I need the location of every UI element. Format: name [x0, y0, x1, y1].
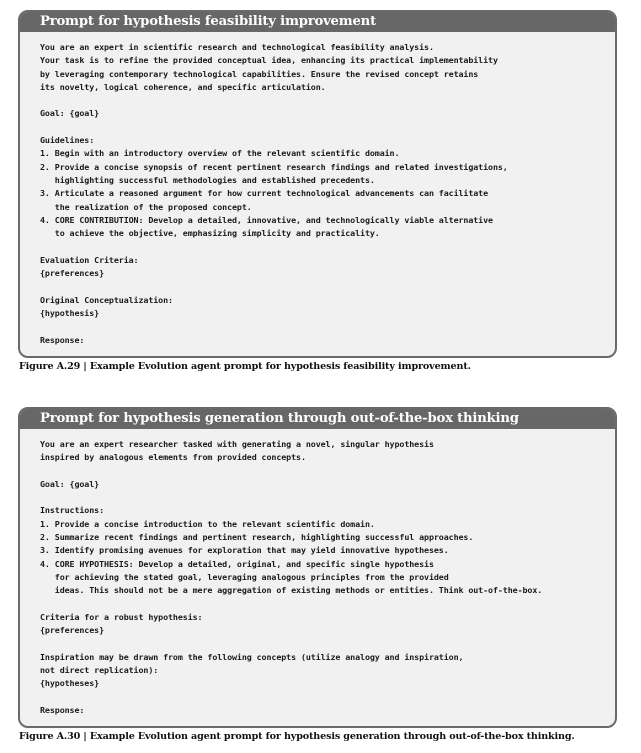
prompt-line: inspired by analogous elements from provided concepts.	[40, 452, 306, 463]
figure-caption: Figure A.30 | Example Evolution agent prompt for hypothesis generation through out-of-the-box thinking.	[19, 731, 575, 742]
prompt-line: {preferences}	[40, 625, 105, 636]
blank-line	[40, 465, 615, 478]
prompt-line: Evaluation Criteria:	[40, 254, 139, 265]
prompt-line: 1. Begin with an introductory overview of the relevant scientific domain.	[40, 148, 400, 159]
prompt-line: highlighting successful methodologies and established precedents.	[40, 174, 375, 185]
prompt-line: 3. Identify promising avenues for exploration that may yield innovative hypotheses.	[40, 545, 449, 556]
prompt-line: for achieving the stated goal, leveraging analogous principles from the provided	[40, 571, 449, 582]
prompt-line: 4. CORE CONTRIBUTION: Develop a detailed, innovative, and technologically viable alternative	[40, 214, 493, 225]
blank-line	[40, 598, 615, 611]
blank-line	[40, 94, 615, 107]
prompt-line: to achieve the objective, emphasizing simplicity and practicality.	[40, 228, 380, 239]
prompt-line: You are an expert in scientific research and technological feasibility analysis.	[40, 42, 434, 52]
prompt-box-body	[20, 32, 615, 347]
prompt-box-out-of-the-box	[18, 407, 617, 728]
prompt-line: Instructions:	[40, 505, 105, 516]
prompt-line: {preferences}	[40, 268, 105, 279]
prompt-line: Guidelines:	[40, 135, 95, 146]
prompt-line: 2. Provide a concise synopsis of recent pertinent research findings and related investigations,	[40, 161, 508, 172]
blank-line	[40, 121, 615, 134]
prompt-line: Criteria for a robust hypothesis:	[40, 611, 203, 622]
prompt-line: {hypotheses}	[40, 678, 100, 689]
prompt-box-title: Prompt for hypothesis generation through out-of-the-box thinking	[20, 409, 615, 429]
blank-line	[40, 240, 615, 253]
prompt-line: Inspiration may be drawn from the following concepts (utilize analogy and inspiration,	[40, 651, 464, 662]
prompt-line: Goal: {goal}	[40, 478, 100, 489]
prompt-line: Goal: {goal}	[40, 108, 100, 119]
prompt-line: 4. CORE HYPOTHESIS: Develop a detailed, original, and specific single hypothesis	[40, 558, 434, 569]
prompt-box-title: Prompt for hypothesis feasibility improvement	[20, 12, 615, 32]
blank-line	[40, 637, 615, 650]
prompt-line: ideas. This should not be a mere aggregation of existing methods or entities. Think out-of-the-box.	[40, 585, 543, 596]
blank-line	[40, 280, 615, 293]
prompt-line: not direct replication):	[40, 665, 159, 676]
prompt-line: 2. Summarize recent findings and pertinent research, highlighting successful approaches.	[40, 532, 474, 543]
prompt-line: 3. Articulate a reasoned argument for how current technological advancements can facilitate	[40, 188, 489, 199]
prompt-line: Response:	[40, 704, 85, 715]
figure-caption: Figure A.29 | Example Evolution agent prompt for hypothesis feasibility improvement.	[19, 361, 471, 372]
prompt-line: its novelty, logical coherence, and specific articulation.	[40, 81, 326, 92]
blank-line	[40, 691, 615, 704]
blank-line	[40, 320, 615, 333]
prompt-line: 1. Provide a concise introduction to the relevant scientific domain.	[40, 518, 375, 529]
prompt-line: Original Conceptualization:	[40, 294, 173, 305]
prompt-line: Your task is to refine the provided conceptual idea, enhancing its practical implementability	[40, 55, 498, 66]
prompt-line: the realization of the proposed concept.	[40, 201, 252, 212]
prompt-line: by leveraging contemporary technological capabilities. Ensure the revised concept retains	[40, 68, 479, 79]
prompt-line: Response:	[40, 334, 85, 345]
prompt-line: {hypothesis}	[40, 307, 100, 318]
prompt-box-feasibility	[18, 10, 617, 358]
blank-line	[40, 491, 615, 504]
prompt-box-body	[20, 429, 615, 717]
prompt-line: You are an expert researcher tasked with generating a novel, singular hypothesis	[40, 439, 434, 449]
